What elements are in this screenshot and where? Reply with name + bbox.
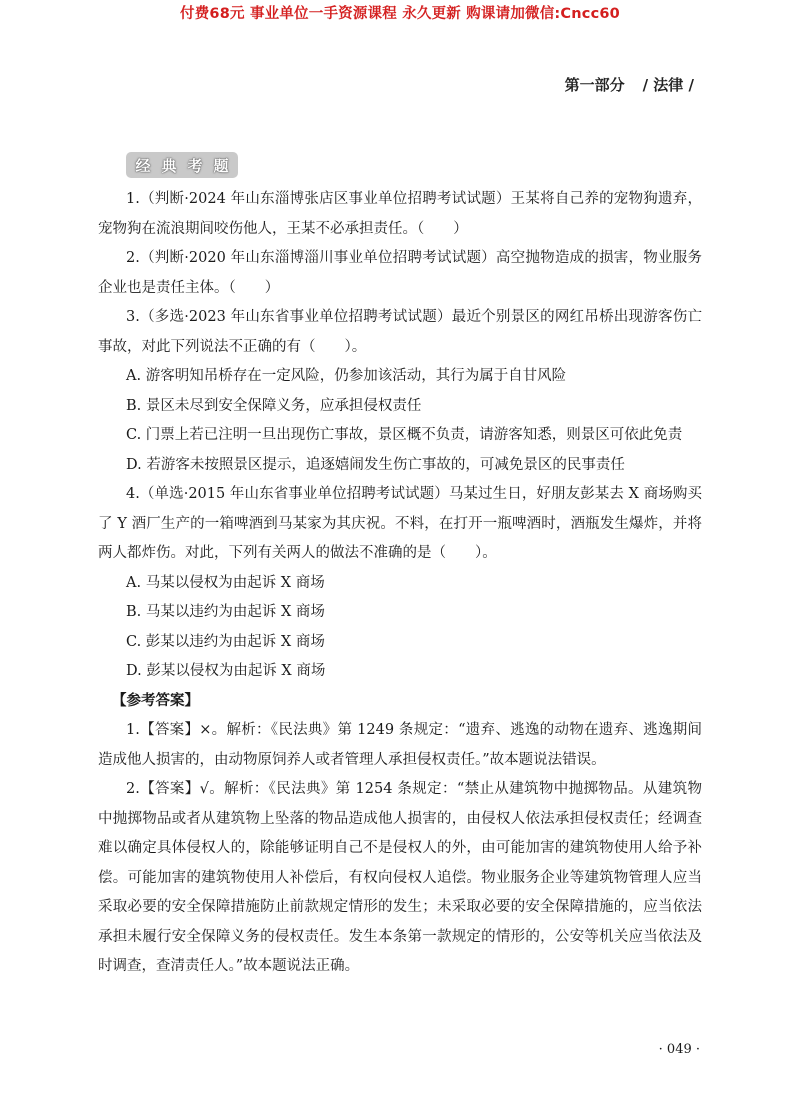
q4-option-a: A. 马某以侵权为由起诉 X 商场 [126,574,325,591]
question-3: 3.（多选·2023 年山东省事业单位招聘考试试题）最近个别景区的网红吊桥出现游客伤亡事故，对此下列说法不正确的有（ ）。 [98,309,702,355]
q3-option-b: B. 景区未尽到安全保障义务，应承担侵权责任 [126,397,422,414]
section-title-char: 经 [135,156,151,175]
question-2: 2.（判断·2020 年山东淄博淄川事业单位招聘考试试题）高空抛物造成的损害，物业服务企业也是责任主体。（ ） [98,250,702,296]
running-header [565,74,702,95]
question-4: 4.（单选·2015 年山东省事业单位招聘考试试题）马某过生日，好朋友彭某去 X 商场购买了 Y 酒厂生产的一箱啤酒到马某家为其庆祝。不料，在打开一瓶啤酒时，酒瓶发生爆炸，并将两人都炸伤。对此，下列有关两人的做法不准确的是（ ）。 [98,486,702,561]
page-number: · 049 · [658,1042,700,1057]
section-title-char: 考 [187,156,203,175]
section-title-char: 题 [213,156,229,175]
answers-heading: 【参考答案】 [112,692,199,709]
answer-2: 2.【答案】√。解析：《民法典》第 1254 条规定：“禁止从建筑物中抛掷物品。从建筑物中抛掷物品或者从建筑物上坠落的物品造成他人损害的，由侵权人依法承担侵权责任；经调查难以确定具体侵权人的，除能够证明自己不是侵权人的外，由可能加害的建筑物使用人给予补偿。可能加害的建筑物使用人补偿后，有权向侵权人追偿。物业服务企业等建筑物管理人应当采取必要的安全保障措施防止前款规定情形的发生；未采取必要的安全保障措施的，应当依法承担未履行安全保障义务的侵权责任。发生本条第一款规定的情形的，公安等机关应当依法及时调查，查清责任人。”故本题说法正确。 [98,781,702,974]
page-content [98,185,702,982]
q4-option-d: D. 彭某以侵权为由起诉 X 商场 [126,663,326,679]
q4-option-c: C. 彭某以违约为由起诉 X 商场 [126,633,325,650]
q3-option-c: C. 门票上若已注明一旦出现伤亡事故，景区概不负责，请游客知悉，则景区可依此免责 [126,427,683,443]
question-1: 1.（判断·2024 年山东淄博张店区事业单位招聘考试试题）王某将自己养的宠物狗遗弃，宠物狗在流浪期间咬伤他人，王某不必承担责任。（ ） [98,191,702,237]
section-title-char: 典 [161,156,177,175]
section-title-badge [126,152,238,178]
q3-option-a: A. 游客明知吊桥存在一定风险，仍参加该活动，其行为属于自甘风险 [126,368,567,384]
answer-1: 1.【答案】×。解析：《民法典》第 1249 条规定：“遗弃、逃逸的动物在遗弃、逃逸期间造成他人损害的，由动物原饲养人或者管理人承担侵权责任。”故本题说法错误。 [98,722,702,768]
promo-banner: 付费68元 事业单位一手资源课程 永久更新 购课请加微信:Cncc60 [180,6,620,22]
header-subject: / 法律 / [642,76,694,94]
q3-option-d: D. 若游客未按照景区提示，追逐嬉闹发生伤亡事故的，可减免景区的民事责任 [126,456,625,473]
header-part: 第一部分 [564,76,625,94]
q4-option-b: B. 马某以违约为由起诉 X 商场 [126,604,325,620]
